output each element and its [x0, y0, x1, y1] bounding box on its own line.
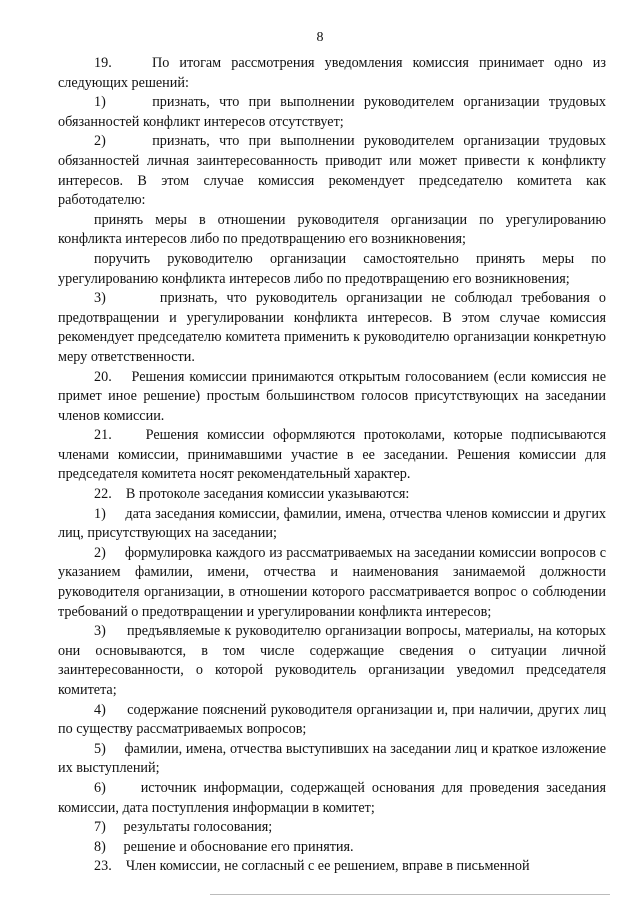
paragraph: 3) предъявляемые к руководителю организации вопросы, материалы, на которых они основываются, в том числе содержащие сведения о ситуации личной заинтересованности, о которой руководитель организации уведомил председателя комитета;: [58, 623, 606, 698]
paragraph: 4) содержание пояснений руководителя организации и, при наличии, других лиц по существу рассматриваемых вопросов;: [58, 701, 606, 738]
bottom-divider: [210, 894, 610, 895]
paragraph: 21. Решения комиссии оформляются протоколами, которые подписываются членами комиссии, принимавшими участие в ее заседании. Решения комиссии для председателя комитета носят рекомендательный характер.: [58, 427, 606, 483]
paragraph: 20. Решения комиссии принимаются открытым голосованием (если комиссия не примет иное решение) простым большинством голосов присутствующих на заседании членов комиссии.: [58, 368, 606, 424]
paragraph: 2) формулировка каждого из рассматриваемых на заседании комиссии вопросов с указанием фамилии, имени, отчества и наименования занимаемой должности руководителя организации, в отношении которого рассматривается вопрос о соблюдении требований о предотвращении и урегулировании конфликта интересов;: [58, 544, 606, 620]
paragraph: 22. В протоколе заседания комиссии указываются:: [94, 486, 410, 503]
paragraph: 7) результаты голосования;: [94, 819, 273, 836]
paragraph: 6) источник информации, содержащей основания для проведения заседания комиссии, дата поступления информации в комитет;: [58, 779, 606, 816]
paragraph: 19. По итогам рассмотрения уведомления комиссия принимает одно из следующих решений:: [58, 55, 606, 91]
paragraph: 8) решение и обоснование его принятия.: [94, 838, 354, 855]
paragraph: принять меры в отношении руководителя организации по урегулированию конфликта интересов либо по предотвращению его возникновения;: [58, 211, 606, 248]
paragraph: 3) признать, что руководитель организации не соблюдал требования о предотвращении и урегулировании конфликта интересов. В этом случае комиссия рекомендует председателю комитета применить к руководителю организации конкретную меру ответственности.: [58, 290, 606, 365]
paragraph: 5) фамилии, имена, отчества выступивших на заседании лиц и краткое изложение их выступлений;: [58, 740, 606, 777]
page-number: 8: [316, 30, 324, 45]
paragraph: 1) дата заседания комиссии, фамилии, имена, отчества членов комиссии и других лиц, присутствующих на заседании;: [58, 505, 606, 542]
paragraph: поручить руководителю организации самостоятельно принять меры по урегулированию конфликта интересов либо по предотвращению его возникновения;: [58, 250, 606, 287]
paragraph: 2) признать, что при выполнении руководителем организации трудовых обязанностей личная заинтересованность приводит или может привести к конфликту интересов. В этом случае комиссия рекомендует председателю комитета как работодателю:: [58, 133, 606, 209]
paragraph: 23. Член комиссии, не согласный с ее решением, вправе в письменной: [94, 858, 530, 875]
paragraph: 1) признать, что при выполнении руководителем организации трудовых обязанностей конфликт интересов отсутствует;: [58, 94, 606, 130]
document-body: [58, 54, 606, 877]
